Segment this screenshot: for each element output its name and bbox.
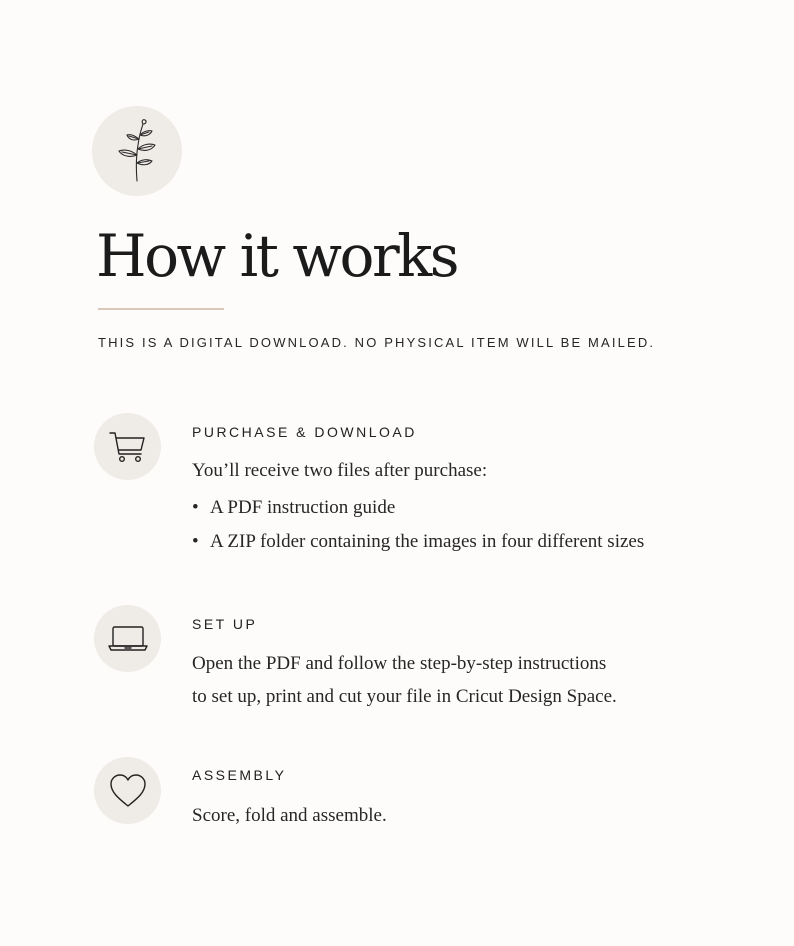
step-3-icon-circle xyxy=(94,757,161,824)
list-item: • A PDF instruction guide xyxy=(192,491,644,525)
shopping-cart-icon xyxy=(108,429,148,465)
heart-icon xyxy=(108,773,148,809)
header-icon-circle xyxy=(92,106,182,196)
step-1-bullet-list xyxy=(192,491,644,559)
page-title: How it works xyxy=(96,222,458,290)
step-2-heading: SET UP xyxy=(192,616,258,632)
step-1-heading: PURCHASE & DOWNLOAD xyxy=(192,424,417,440)
step-1-icon-circle xyxy=(94,413,161,480)
leaf-sprig-icon xyxy=(115,119,159,183)
title-divider xyxy=(98,308,224,310)
step-2-icon-circle xyxy=(94,605,161,672)
step-2-text-line-1: Open the PDF and follow the step-by-step instructions xyxy=(192,653,607,674)
list-item: • A ZIP folder containing the images in four different sizes xyxy=(192,525,644,559)
step-3-text: Score, fold and assemble. xyxy=(192,805,387,826)
laptop-icon xyxy=(107,624,149,654)
page-subtitle: THIS IS A DIGITAL DOWNLOAD. NO PHYSICAL ITEM WILL BE MAILED. xyxy=(98,335,656,350)
step-2-text-line-2: to set up, print and cut your file in Cricut Design Space. xyxy=(192,686,617,707)
step-3-heading: ASSEMBLY xyxy=(192,767,287,783)
step-1-text: You’ll receive two files after purchase: xyxy=(192,460,488,481)
